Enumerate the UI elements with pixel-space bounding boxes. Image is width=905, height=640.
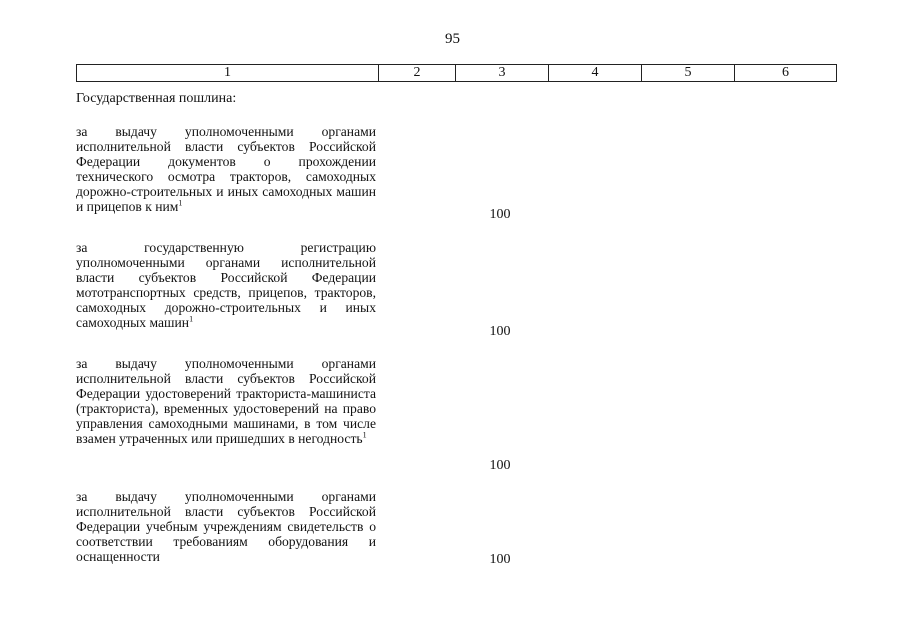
entry-1-text-body: за выдачу уполномоченными органами исполнительной власти субъектов Российской Федерации документов о прохождении технического осмотра тракторов, самоходных дорожно-строительных и иных самоходных машин и прицепов к ним: [76, 124, 376, 214]
entry-3-text-body: за выдачу уполномоченными органами исполнительной власти субъектов Российской Федерации удостоверений тракториста-машиниста (тракториста), временных удостоверений на право управления самоходными машинами, в том числе взамен утраченных или пришедших в негодность: [76, 356, 376, 446]
section-title: Государственная пошлина:: [76, 91, 237, 106]
column-header-5: 5: [642, 65, 735, 82]
entry-3-footnote: 1: [362, 430, 367, 440]
entry-3-text: [76, 356, 376, 446]
column-header-2: 2: [379, 65, 456, 82]
column-header-6: 6: [735, 65, 837, 82]
entry-2-text: [76, 240, 376, 330]
entry-2-value: 100: [489, 324, 511, 339]
entry-4-text-body: за выдачу уполномоченными органами исполнительной власти субъектов Российской Федерации учебным учреждениям свидетельств о соответствии требованиям оборудования и оснащенности: [76, 489, 376, 564]
entry-2-footnote: 1: [189, 314, 194, 324]
column-header-4: 4: [549, 65, 642, 82]
entry-4-text: [76, 489, 376, 564]
column-header-3: 3: [456, 65, 549, 82]
column-header-1: 1: [77, 65, 379, 82]
entry-1-footnote: 1: [178, 198, 183, 208]
entry-1-text: [76, 124, 376, 214]
column-header-table: [76, 64, 837, 82]
entry-1-value: 100: [489, 207, 511, 222]
entry-3-value: 100: [489, 458, 511, 473]
entry-2-text-body: за государственную регистрацию уполномоченными органами исполнительной власти субъектов Российской Федерации мототранспортных средств, прицепов, тракторов, самоходных дорожно-строительных и иных самоходных машин: [76, 240, 376, 330]
entry-4-value: 100: [489, 552, 511, 567]
page-number: 95: [445, 31, 460, 47]
column-header-row: [77, 65, 837, 82]
